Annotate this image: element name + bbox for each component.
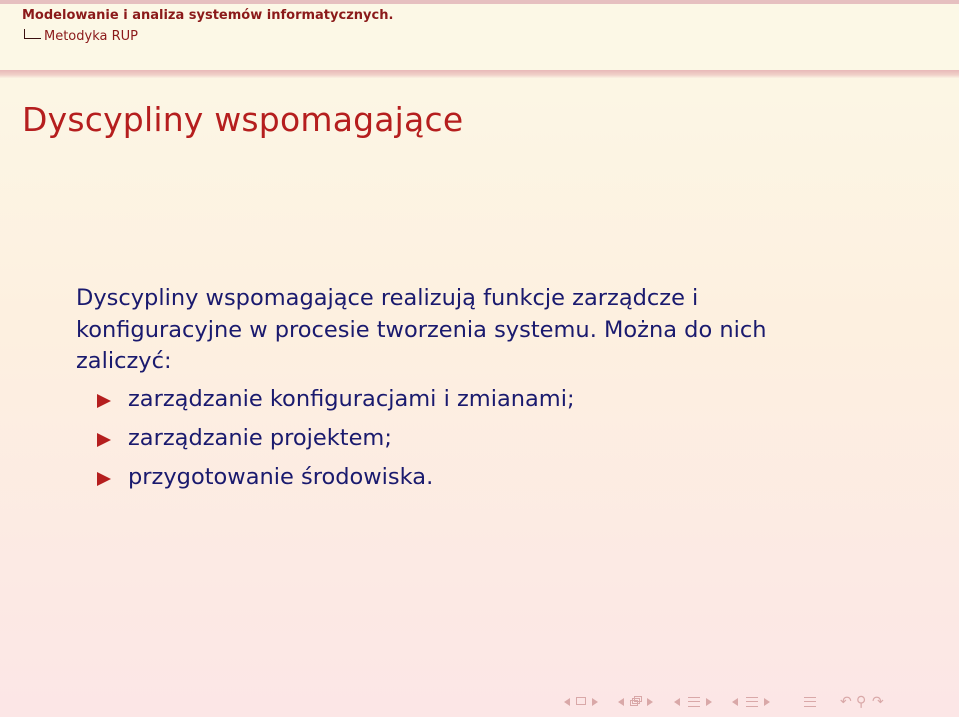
prev-subsection-icon[interactable] <box>674 698 680 706</box>
header-bar <box>0 0 959 70</box>
next-slide-icon[interactable] <box>592 698 598 706</box>
subsection-icon[interactable] <box>688 697 700 707</box>
frame-title: Dyscypliny wspomagające <box>22 100 464 139</box>
list-item-text: przygotowanie środowiska. <box>128 464 434 490</box>
back-icon[interactable]: ↶ <box>840 694 852 710</box>
tree-connector-icon <box>24 29 41 39</box>
list-item-text: zarządzanie konfiguracjami i zmianami; <box>128 386 575 412</box>
body-paragraph: Dyscypliny wspomagające realizują funkcje zarządcze i konfiguracyjne w procesie tworzenia systemu. Można do nich zaliczyć: <box>76 285 767 374</box>
header-shadow <box>0 70 959 78</box>
triangle-bullet-icon <box>97 433 111 447</box>
navigation-bar <box>560 693 900 711</box>
next-subsection-icon[interactable] <box>706 698 712 706</box>
next-frame-icon[interactable] <box>647 698 653 706</box>
search-icon[interactable]: ⚲ <box>856 694 867 710</box>
section-icon[interactable] <box>746 697 758 707</box>
triangle-bullet-icon <box>97 394 111 408</box>
slide-icon[interactable] <box>576 697 586 705</box>
header-top-line <box>0 0 959 4</box>
contents-icon[interactable] <box>804 697 816 707</box>
prev-slide-icon[interactable] <box>564 698 570 706</box>
triangle-bullet-icon <box>97 472 111 486</box>
frame-icon[interactable] <box>630 695 642 707</box>
prev-section-icon[interactable] <box>732 698 738 706</box>
subsection-title[interactable]: Metodyka RUP <box>44 29 138 44</box>
prev-frame-icon[interactable] <box>618 698 624 706</box>
next-section-icon[interactable] <box>764 698 770 706</box>
list-item-text: zarządzanie projektem; <box>128 425 392 451</box>
forward-icon[interactable]: ↷ <box>872 694 884 710</box>
section-title[interactable]: Modelowanie i analiza systemów informatycznych. <box>22 8 394 23</box>
